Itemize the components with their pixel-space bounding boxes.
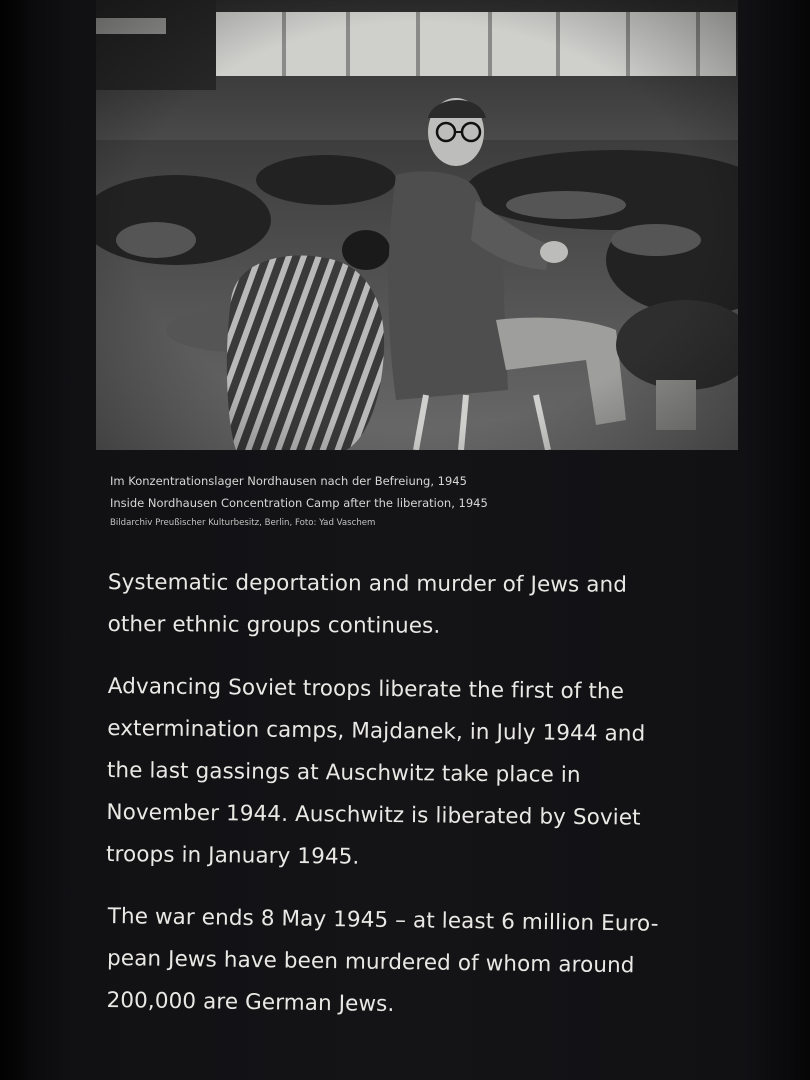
text-line: troops in January 1945.: [105, 841, 360, 870]
text-line: Advancing Soviet troops liberate the first of the: [107, 673, 625, 705]
photo-captions: [110, 470, 750, 532]
text-line: the last gassings at Auschwitz take place in: [106, 757, 581, 788]
historical-photo: [96, 0, 738, 450]
photo-illustration: [96, 0, 738, 450]
paragraph-deportation: [108, 562, 768, 649]
paragraph-war-end: [106, 896, 768, 1031]
panel-shadow-edge: [0, 0, 30, 1080]
text-line: 200,000 are German Jews.: [106, 987, 395, 1018]
text-line: other ethnic groups continues.: [107, 611, 441, 639]
photo-credit: Bildarchiv Preußischer Kulturbesitz, Berlin, Foto: Yad Vaschem: [110, 518, 376, 528]
text-line: The war ends 8 May 1945 – at least 6 million Euro-: [107, 903, 659, 937]
exhibit-text: [105, 562, 768, 1042]
caption-german: Im Konzentrationslager Nordhausen nach der Befreiung, 1945: [110, 474, 467, 488]
paragraph-liberation: [106, 666, 768, 883]
text-line: pean Jews have been murdered of whom around: [106, 945, 635, 979]
caption-english: Inside Nordhausen Concentration Camp after the liberation, 1945: [110, 496, 488, 510]
text-line: extermination camps, Majdanek, in July 1944 and: [107, 715, 646, 747]
text-line: Systematic deportation and murder of Jews and: [107, 569, 628, 598]
text-line: November 1944. Auschwitz is liberated by Soviet: [106, 799, 641, 831]
